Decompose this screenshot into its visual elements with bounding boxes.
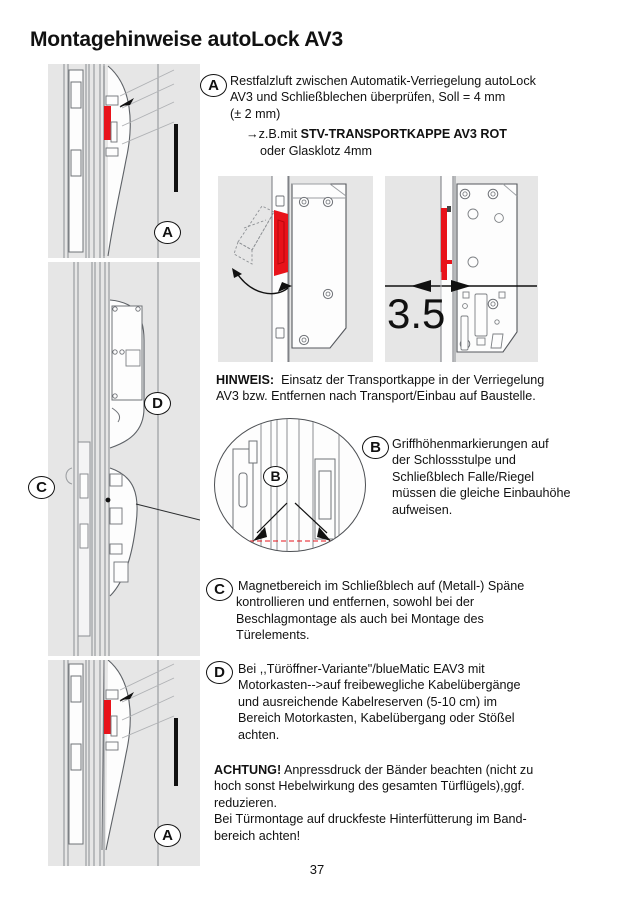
gap-dimension-value: 3.5 xyxy=(387,290,446,337)
marker-a-panel-top: A xyxy=(154,221,181,244)
section-c-line2: kontrollieren und entfernen, sowohl bei der xyxy=(236,595,475,610)
section-d-line3: und ausreichende Kabelreserven (5-10 cm) im xyxy=(238,694,498,709)
section-b-line2: der Schlossstulpe und xyxy=(392,453,516,468)
arrow-icon: → xyxy=(246,127,259,142)
gap-measurement-diagram xyxy=(385,176,538,362)
marker-b-detail: B xyxy=(263,466,288,487)
hinweis-note xyxy=(216,372,628,405)
transport-cap-removal-diagram xyxy=(218,176,373,362)
page-title: Montagehinweise autoLock AV3 xyxy=(30,28,343,51)
achtung-line2: hoch sonst Hebelwirkung des gesamten Türflügels),ggf. xyxy=(214,779,525,794)
section-a-text xyxy=(230,73,630,159)
marker-a-text: A xyxy=(200,74,227,97)
section-c-text xyxy=(238,578,630,644)
section-a-sub-bold: STV-TRANSPORTKAPPE AV3 ROT xyxy=(300,127,507,142)
section-a-sub-line2: oder Glasklotz 4mm xyxy=(260,143,372,158)
section-d-text xyxy=(238,661,630,743)
page-number: 37 xyxy=(309,862,325,877)
marker-b-text: B xyxy=(362,436,389,459)
hinweis-line1: Einsatz der Transportkappe in der Verriegelung xyxy=(281,373,545,387)
section-a-line1: Restfalzluft zwischen Automatik-Verriegelung autoLock xyxy=(230,74,536,88)
section-c-line1: Magnetbereich im Schließblech auf (Metall-) Späne xyxy=(238,579,525,593)
achtung-line4: Bei Türmontage auf druckfeste Hinterfütterung im Band- xyxy=(214,812,527,827)
section-a-sub-prefix: z.B.mit xyxy=(258,127,301,142)
section-d-line1: Bei ,,Türöffner-Variante"/blueMatic EAV3 mit xyxy=(238,662,485,676)
marker-a-panel-bottom: A xyxy=(154,824,181,847)
section-a-line2: AV3 und Schließblechen überprüfen, Soll = 4 mm xyxy=(230,90,506,105)
section-c-line3: Beschlagmontage als auch bei Montage des xyxy=(236,611,484,626)
marker-c-text: C xyxy=(206,578,233,601)
hinweis-label: HINWEIS: xyxy=(216,373,275,387)
section-b-line1: Griffhöhenmarkierungen auf xyxy=(392,437,549,451)
section-b-line4: müssen die gleiche Einbauhöhe xyxy=(392,486,571,501)
section-b-line3: Schließblech Falle/Riegel xyxy=(392,469,535,484)
handle-height-detail-circle xyxy=(214,418,366,552)
illustration-panel-bottom xyxy=(48,660,200,866)
section-c-line4: Türelements. xyxy=(236,628,310,643)
marker-c-panel-middle: C xyxy=(28,476,55,499)
section-d-line2: Motorkasten-->auf freibewegliche Kabelübergänge xyxy=(238,678,521,693)
door-profile-section-middle xyxy=(48,262,200,656)
hinweis-line2: AV3 bzw. Entfernen nach Transport/Einbau auf Baustelle. xyxy=(216,389,536,404)
illustration-panel-middle xyxy=(48,262,200,656)
section-d-line4: Bereich Motorkasten, Kabelübergang oder Stößel xyxy=(238,711,515,726)
section-a-line3: (± 2 mm) xyxy=(230,106,281,121)
marker-d-panel-middle: D xyxy=(144,392,171,415)
achtung-warning xyxy=(214,762,630,844)
marker-d-text: D xyxy=(206,661,233,684)
section-d-line5: achten. xyxy=(238,727,280,742)
achtung-line1: Anpressdruck der Bänder beachten (nicht zu xyxy=(281,763,534,777)
achtung-label: ACHTUNG! xyxy=(214,763,282,777)
section-b-text xyxy=(392,436,630,518)
section-b-line5: aufweisen. xyxy=(392,502,453,517)
illustration-panel-top xyxy=(48,64,200,258)
achtung-line3: reduzieren. xyxy=(214,795,278,810)
achtung-line5: bereich achten! xyxy=(214,828,301,843)
